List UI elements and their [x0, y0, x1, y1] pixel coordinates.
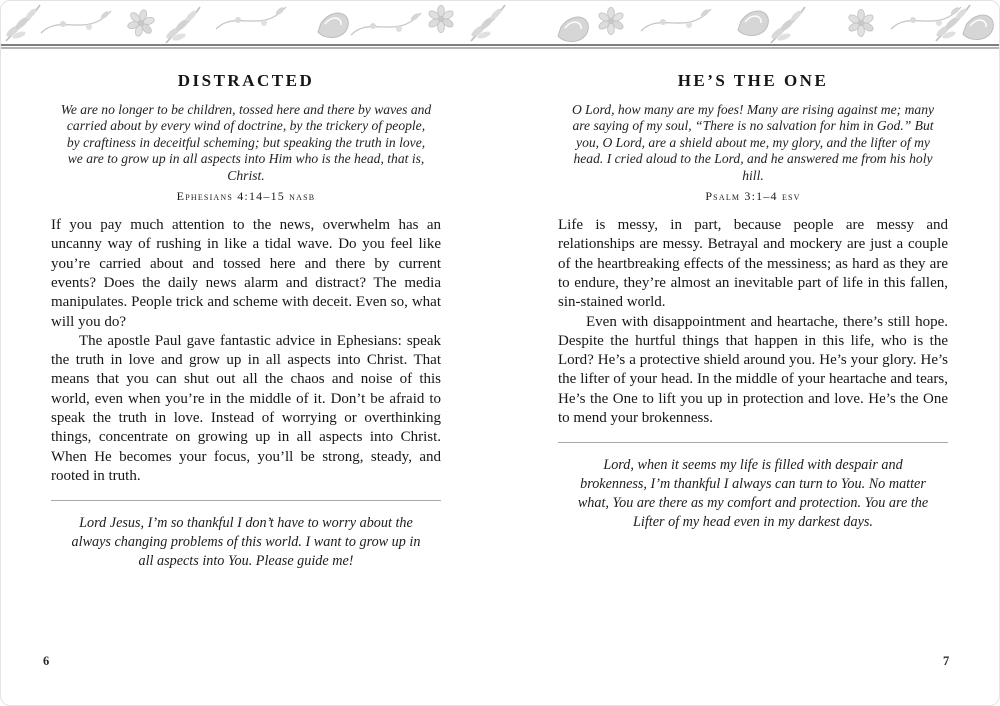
left-page-paragraph: The apostle Paul gave fantastic advice in Ephesians: speak the truth in love and grow up in all aspects into Christ. That means that you can shut out all the chaos and noise of this world, even when you’re in the middle of it. Don’t be afraid to speak the truth in love. Instead of worrying or overthinking things, concentrate on growing up in all aspects into Christ. When He becomes your focus, you’ll be strong, steady, and rooted in truth. — [51, 332, 441, 484]
right-page-scripture-reference: Psalm 3:1–4 esv — [705, 189, 801, 204]
right-page-paragraph: Life is messy, in part, because people are messy and relationships are messy. Betrayal and mockery are just a couple of the heartbreaking effects of the messiness; as hard as they are to endure, they’re almost an inevitable part of life in this fallen, sin-stained world. — [558, 217, 948, 311]
left-page-prayer: Lord Jesus, I’m so thankful I don’t have to worry about the always changing problems of this world. I want to grow up in all aspects into You. Please guide me! — [71, 515, 421, 570]
right-page-epigraph: O Lord, how many are my foes! Many are rising against me; many are saying of my soul, “There is no salvation for him in God.” But you, O Lord, are a shield about me, my glory, and the lifter of my head. I cried aloud to the Lord, and he answered me from his holy hill. — [571, 102, 935, 183]
floral-border-decoration — [1, 1, 1000, 44]
right-page-paragraph: Even with disappointment and heartache, there’s still hope. Despite the hurtful things that happen in this life, who is the Lord? He’s a protective shield around you. He’s your glory. He’s the lifter of your head. In the middle of your heartache and tears, He’s the One to lift you up in protection and love. He’s the One to mend your brokenness. — [558, 313, 948, 426]
left-page-body — [51, 216, 441, 486]
right-page — [558, 63, 948, 532]
left-page-title: DISTRACTED — [177, 71, 315, 90]
left-page — [51, 63, 441, 571]
right-page-body — [558, 216, 948, 428]
left-page-scripture-reference: Ephesians 4:14–15 nasb — [176, 189, 316, 204]
floral-pattern-icon — [1, 1, 1000, 44]
right-page-title: HE’S THE ONE — [677, 71, 829, 90]
right-page-number: 7 — [943, 654, 950, 668]
right-page-prayer: Lord, when it seems my life is filled with despair and brokenness, I’m thankful I always can turn to You. No matter what, You are there as my comfort and protection. You are the Lifter of my head even in my darkest days. — [577, 457, 929, 531]
left-page-paragraph: If you pay much attention to the news, overwhelm has an uncanny way of rushing in like a tidal wave. Do you feel like you’re carried about and tossed here and there by current events? Does the daily news alarm and distract? The media manipulates. People trick and scheme with deceit. Even so, what will you do? — [51, 217, 441, 330]
left-page-prayer-divider — [51, 500, 441, 501]
header-double-rule — [1, 44, 1000, 50]
left-page-epigraph: We are no longer to be children, tossed here and there by waves and carried about by every wind of doctrine, by the trickery of people, by craftiness in deceitful scheming; but speaking the truth in love, we are to grow up in all aspects into Him who is the head, that is, Christ. — [60, 102, 432, 183]
right-page-prayer-divider — [558, 442, 948, 443]
left-page-number: 6 — [43, 654, 50, 668]
